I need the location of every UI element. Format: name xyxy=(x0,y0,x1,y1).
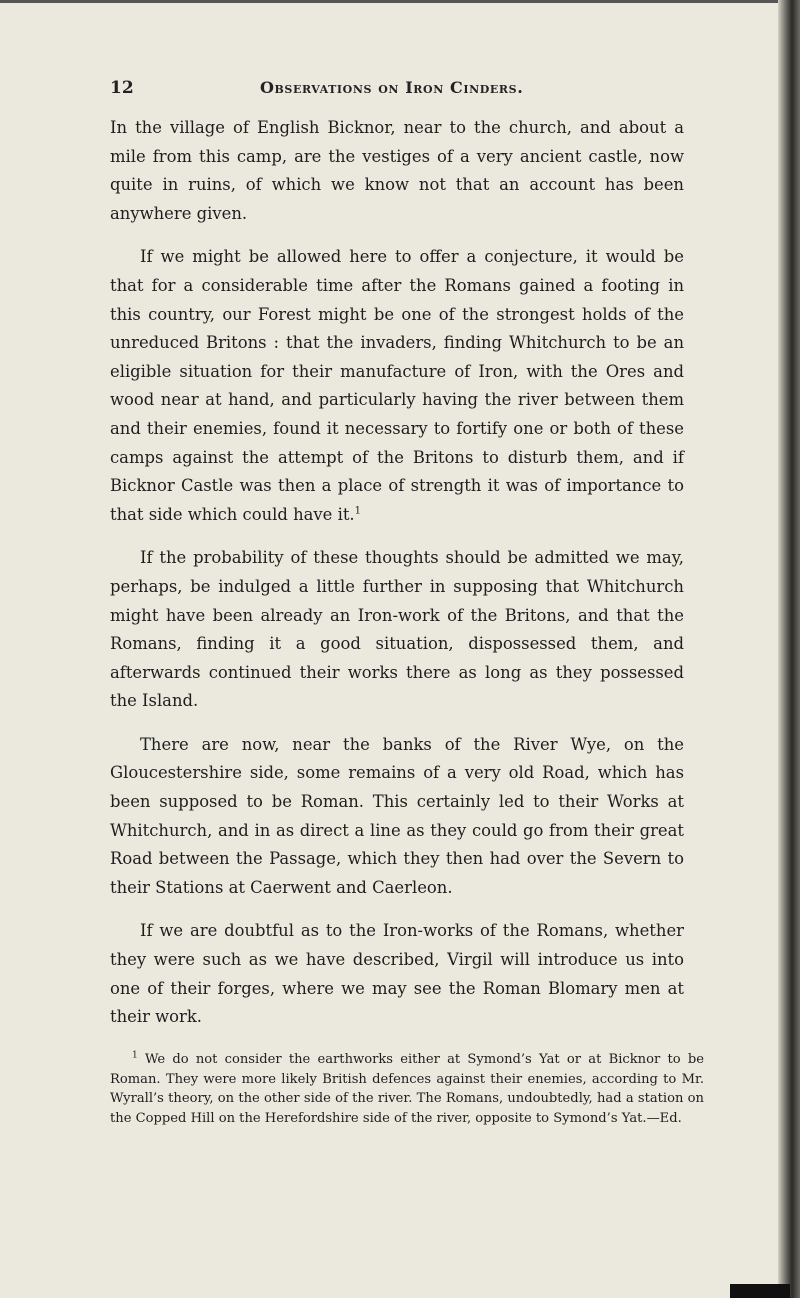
page-binding-edge xyxy=(778,0,800,1298)
paragraph: In the village of English Bicknor, near to the church, and about a mile from this camp, are the vestiges of a very ancient castle, now quite in ruins, of which we know not that an account has been anywhere given. xyxy=(110,118,684,223)
page-number: 12 xyxy=(110,78,134,98)
paragraph: There are now, near the banks of the River Wye, on the Gloucestershire side, some remains of a very old Road, which has been supposed to be Roman. This certainly led to their Works at Whitchurch, and in as direct a line as they could go from their great Road between the Passage, which they then had over the Severn to their Stations at Caerwent and Caerleon. xyxy=(110,734,684,897)
body-text xyxy=(110,114,684,1047)
page-top-edge xyxy=(0,0,790,3)
footnote-reference[interactable]: 1 xyxy=(354,505,362,517)
paragraph-with-footnote xyxy=(110,243,684,529)
footnote-number: 1 xyxy=(132,1050,138,1061)
footnote-text: We do not consider the earthworks either at Symond’s Yat or at Bicknor to be Roman. They were more likely British defences against their enemies, according to Mr. Wyrall’s theory, on the other side of the river. The Romans, undoubtedly, had a station on the Copped Hill on the Herefordshire side of the river, opposite to Symond’s Yat.—Ed. xyxy=(110,1052,704,1126)
running-title: Observations on Iron Cinders. xyxy=(260,78,524,97)
running-head xyxy=(0,78,780,104)
footnote xyxy=(110,1050,704,1128)
page-corner-shadow xyxy=(730,1284,790,1298)
paragraph-text: If we might be allowed here to offer a conjecture, it would be that for a considerable time after the Romans gained a footing in this country, our Forest might be one of the strongest holds of the unreduced Britons : that the invaders, finding Whitchurch to be an eligible situation for their manufacture of Iron, with the Ores and wood near at hand, and particularly having the river between them and their enemies, found it necessary to fortify one or both of these camps against the attempt of the Britons to disturb them, and if Bicknor Castle was then a place of strength it was of importance to that side which could have it. xyxy=(110,247,684,524)
paragraph: If we are doubtful as to the Iron-works of the Romans, whether they were such as we have described, Virgil will introduce us into one of their forges, where we may see the Roman Blomary men at their work. xyxy=(110,921,684,1027)
paragraph: If the probability of these thoughts should be admitted we may, perhaps, be indulged a little further in supposing that Whitchurch might have been already an Iron-work of the Britons, and that the Romans, finding it a good situation, dispossessed them, and afterwards continued their works there as long as they possessed the Island. xyxy=(110,548,684,711)
